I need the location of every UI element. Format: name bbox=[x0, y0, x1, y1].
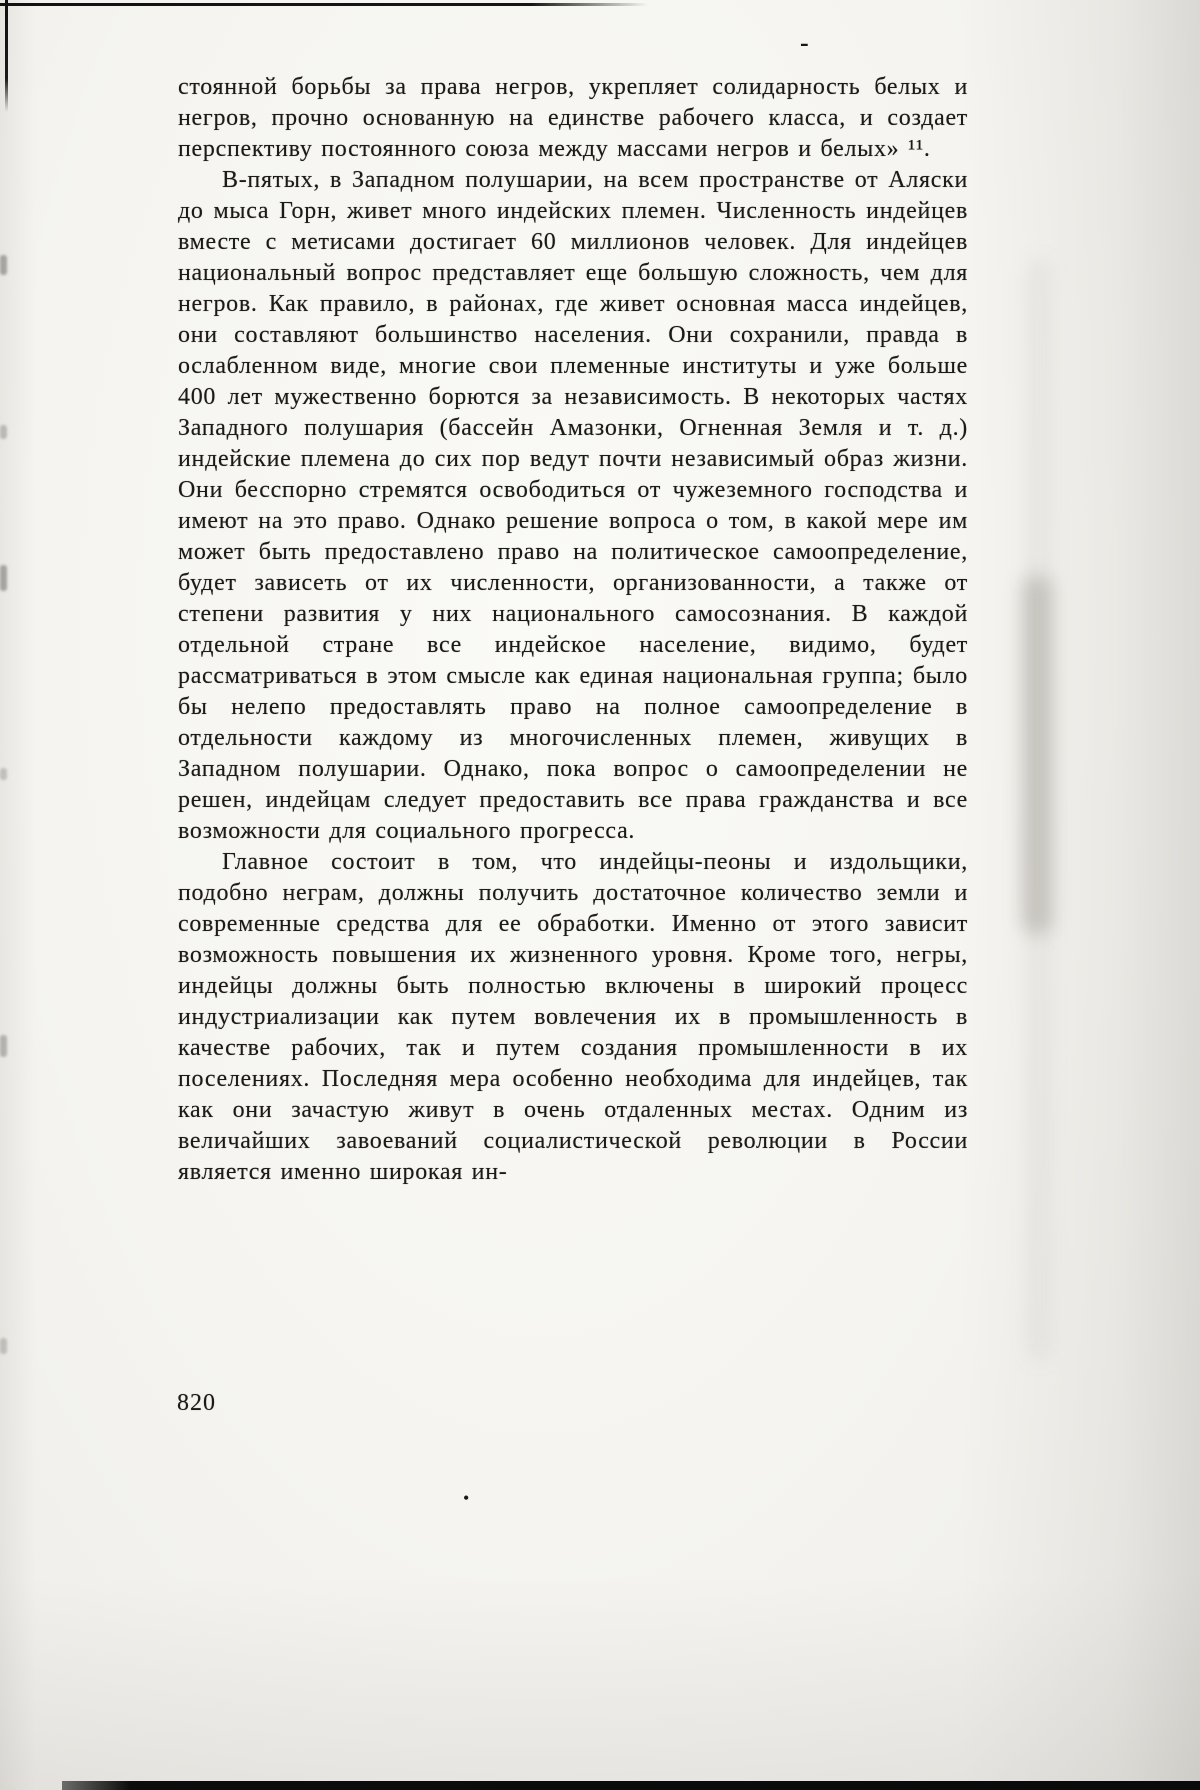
page-number: 820 bbox=[177, 1390, 216, 1416]
scan-artifact-left-tick bbox=[0, 1035, 7, 1057]
scan-artifact-right-streak bbox=[1030, 260, 1048, 1360]
scan-artifact-left-tick bbox=[0, 768, 7, 780]
scan-artifact-left-tick bbox=[0, 255, 7, 275]
stray-dot-mark: • bbox=[463, 1488, 470, 1508]
paragraph-continuation: стоянной борьбы за права негров, укрепляет солидарность белых и негров, прочно основанную на единстве рабочего класса, и создает перспективу постоянного союза между массами негров и белых» ¹¹. bbox=[178, 74, 968, 162]
paragraph-fifth-point: В-пятых, в Западном полушарии, на всем пространстве от Аляски до мыса Горн, живет много индейских племен. Численность индейцев вместе с метисами достигает 60 миллионов человек. Для индейцев национальный вопрос представляет еще большую сложность, чем для негров. Как правило, в районах, где живет основная масса индейцев, они составляют большинство населения. Они сохранили, правда в ослабленном виде, многие свои племенные институты и уже больше 400 лет мужественно борются за независимость. В некоторых частях Западного полушария (бассейн Амазонки, Огненная Земля и т. д.) индейские племена до сих пор ведут почти независимый образ жизни. Они бесспорно стремятся освободиться от чужеземного господства и имеют на это право. Однако решение вопроса о том, в какой мере им может быть предоставлено право на политическое самоопределение, будет зависеть от их численности, организованности, а также от степени развития у них национального самосознания. В каждой отдельной стране все индейское население, видимо, будет рассматриваться в этом смысле как единая национальная группа; было бы нелепо предоставлять право на полное самоопределение в отдельности каждому из многочисленных племен, живущих в Западном полушарии. Однако, пока вопрос о самоопределении не решен, индейцам следует предоставить все права гражданства и все возможности для социального прогресса. bbox=[178, 167, 968, 844]
page-text-block bbox=[178, 72, 968, 1188]
scan-artifact-left-tick bbox=[0, 425, 7, 439]
scan-artifact-bottom-edge-bar bbox=[62, 1781, 1200, 1790]
scan-artifact-left-tick bbox=[0, 565, 7, 591]
scan-artifact-left-tick bbox=[0, 1338, 7, 1354]
scan-artifact-left-edge-line bbox=[5, 0, 8, 112]
stray-dash-mark: - bbox=[800, 28, 809, 57]
scan-artifact-top-edge-line bbox=[0, 3, 648, 6]
scan-artifact-right-smudge bbox=[1022, 575, 1052, 935]
paragraph-main-point: Главное состоит в том, что индейцы-пеоны и издольщики, подобно неграм, должны получить достаточное количество земли и современные средства для ее обработки. Именно от этого зависит возможность повышения их жизненного уровня. Кроме того, негры, индейцы должны быть полностью включены в широкий процесс индустриализации как путем вовлечения их в промышленность в качестве рабочих, так и путем создания промышленности в их поселениях. Последняя мера особенно необходима для индейцев, так как они зачастую живут в очень отдаленных местах. Одним из величайших завоеваний социалистической революции в России является именно широкая ин- bbox=[178, 849, 968, 1185]
